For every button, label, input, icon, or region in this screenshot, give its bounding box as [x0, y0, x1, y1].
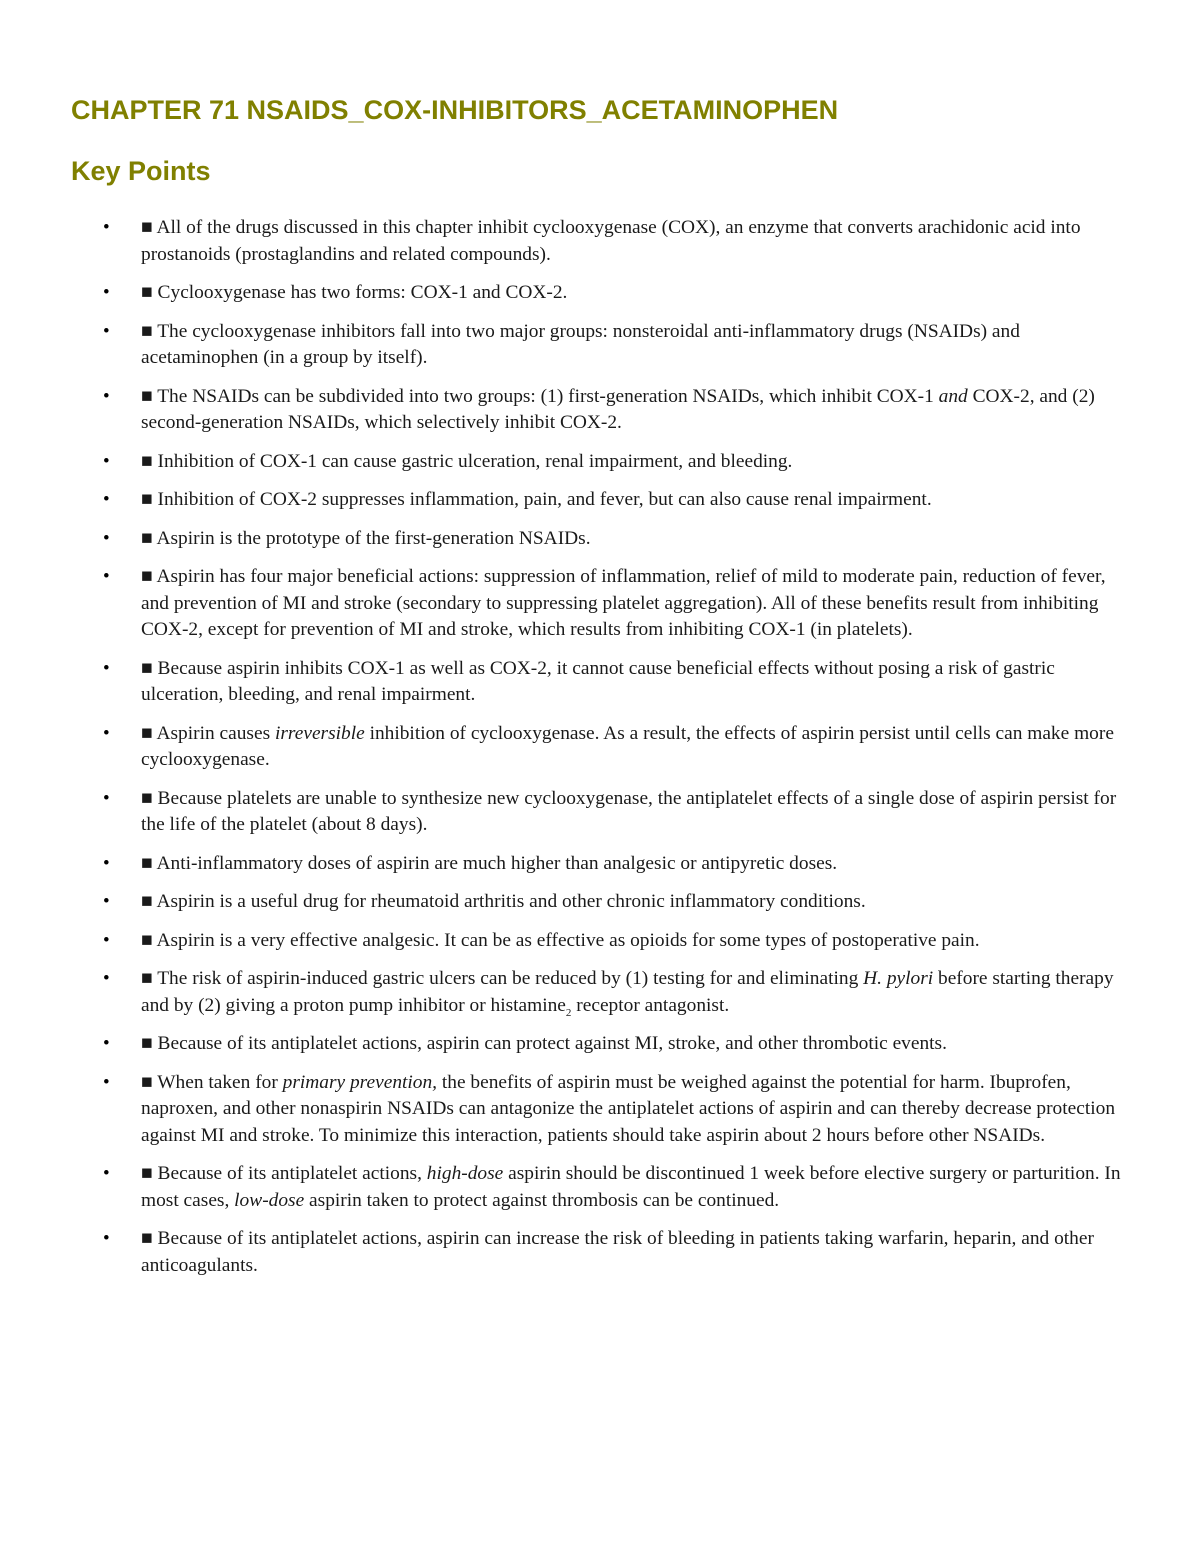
emphasis-text: and: [938, 385, 968, 407]
key-point-text: [141, 566, 1106, 640]
subscript-text: 2: [565, 1006, 572, 1019]
key-point-item: [0, 487, 1200, 514]
key-point-item: [0, 1226, 1200, 1279]
text-segment: ■ All of the drugs discussed in this chapter inhibit cyclooxygenase (COX), an enzyme that converts arachidonic acid into prostanoids (prostaglandins and related compounds).: [141, 217, 1081, 265]
bullet-icon: •: [103, 852, 110, 874]
bullet-icon: •: [103, 891, 110, 912]
key-points-list: [0, 215, 1200, 1291]
emphasis-text: high-dose: [426, 1163, 504, 1184]
text-segment: ■ Inhibition of COX-1 can cause gastric ulceration, renal impairment, and bleeding.: [141, 450, 793, 472]
bullet-icon: •: [103, 385, 110, 407]
emphasis-text: primary prevention,: [282, 1071, 438, 1093]
text-segment: ■ When taken for: [141, 1071, 283, 1093]
bullet-icon: •: [103, 282, 110, 303]
text-segment: ■ Cyclooxygenase has two forms: COX-1 and COX-2.: [141, 282, 568, 303]
key-point-text: [141, 1228, 1094, 1276]
key-point-item: [0, 966, 1200, 1019]
text-segment: ■ Aspirin is the prototype of the first-generation NSAIDs.: [141, 527, 591, 549]
text-segment: ■ The cyclooxygenase inhibitors fall into two major groups: nonsteroidal anti-inflammatory drugs (NSAIDs) and acetaminophen (in a group by itself).: [141, 320, 1020, 368]
key-point-item: [0, 280, 1200, 307]
bullet-icon: •: [103, 1163, 110, 1184]
emphasis-text: irreversible: [274, 722, 365, 744]
key-point-text: [141, 451, 792, 472]
text-segment: ■ Because platelets are unable to synthesize new cyclooxygenase, the antiplatelet effects of a single dose of aspirin persist for the life of the platelet (about 8 days).: [141, 787, 1117, 835]
key-point-text: [141, 658, 1055, 706]
bullet-icon: •: [103, 527, 110, 549]
emphasis-text: low-dose: [234, 1189, 305, 1211]
key-point-text: [141, 1163, 1121, 1211]
key-point-item: [0, 564, 1200, 644]
bullet-icon: •: [103, 787, 110, 809]
key-point-item: [0, 656, 1200, 709]
key-point-text: [141, 930, 980, 951]
bullet-icon: •: [103, 929, 110, 951]
key-point-text: [141, 891, 866, 912]
key-point-text: [141, 282, 567, 303]
key-point-item: [0, 786, 1200, 839]
bullet-icon: •: [103, 722, 110, 744]
bullet-icon: •: [103, 1228, 110, 1249]
text-segment: ■ The NSAIDs can be subdivided into two groups: (1) first-generation NSAIDs, which inhibit COX-1: [141, 385, 939, 407]
key-point-item: [0, 928, 1200, 955]
key-point-text: [141, 788, 1116, 836]
key-point-item: [0, 1070, 1200, 1150]
chapter-title: CHAPTER 71 NSAIDS_COX-INHIBITORS_ACETAMINOPHEN: [71, 95, 839, 125]
key-point-item: [0, 215, 1200, 268]
bullet-icon: •: [103, 217, 110, 238]
text-segment: ■ Because of its antiplatelet actions, aspirin can increase the risk of bleeding in patients taking warfarin, heparin, and other anticoagulants.: [141, 1228, 1094, 1276]
text-segment: ■ Aspirin has four major beneficial actions: suppression of inflammation, relief of mild to moderate pain, reduction of fever, and prevention of MI and stroke (secondary to suppressing platelet aggregation). All of these benefits result from inhibiting COX-2, except for prevention of MI and stroke, which results from inhibiting COX-1 (in platelets).: [141, 566, 1106, 640]
key-point-text: [141, 1033, 947, 1054]
text-segment: ■ Because of its antiplatelet actions, aspirin can protect against MI, stroke, and other thrombotic events.: [141, 1033, 947, 1054]
text-segment: aspirin taken to protect against thrombosis can be continued.: [304, 1189, 780, 1211]
key-point-text: [141, 968, 1114, 1019]
text-segment: ■ The risk of aspirin-induced gastric ulcers can be reduced by (1) testing for and eliminating: [141, 968, 864, 989]
key-point-text: [141, 723, 1114, 771]
bullet-icon: •: [103, 489, 110, 510]
emphasis-text: H. pylori: [863, 968, 934, 989]
key-point-item: [0, 449, 1200, 476]
text-segment: ■ Anti-inflammatory doses of aspirin are much higher than analgesic or antipyretic doses.: [141, 852, 838, 874]
key-point-text: [141, 1072, 1115, 1146]
key-point-item: [0, 319, 1200, 372]
key-point-text: [141, 489, 932, 510]
key-point-item: [0, 889, 1200, 916]
key-point-text: [141, 217, 1081, 265]
text-segment: before starting therapy and by (2) giving a proton pump inhibitor or histamine: [141, 968, 1114, 1016]
text-segment: ■ Because aspirin inhibits COX-1 as well as COX-2, it cannot cause beneficial effects without posing a risk of gastric ulceration, bleeding, and renal impairment.: [141, 657, 1055, 705]
bullet-icon: •: [103, 1071, 110, 1093]
key-point-item: [0, 851, 1200, 878]
key-point-text: [141, 528, 591, 549]
key-point-item: [0, 526, 1200, 553]
text-segment: ■ Aspirin causes: [141, 722, 275, 744]
text-segment: ■ Inhibition of COX-2 suppresses inflammation, pain, and fever, but can also cause renal impairment.: [141, 489, 932, 510]
text-segment: ■ Aspirin is a useful drug for rheumatoid arthritis and other chronic inflammatory conditions.: [141, 891, 866, 912]
text-segment: COX-2, and (2) second-generation NSAIDs, which selectively inhibit COX-2.: [141, 385, 1095, 433]
bullet-icon: •: [103, 1033, 110, 1054]
bullet-icon: •: [103, 320, 110, 342]
text-segment: ■ Aspirin is a very effective analgesic. It can be as effective as opioids for some types of postoperative pain.: [141, 929, 980, 951]
key-point-text: [141, 321, 1020, 369]
key-point-item: [0, 721, 1200, 774]
bullet-icon: •: [103, 968, 110, 989]
section-heading: Key Points: [71, 156, 211, 186]
bullet-icon: •: [103, 657, 110, 679]
key-point-text: [141, 386, 1095, 434]
text-segment: ■ Because of its antiplatelet actions,: [141, 1163, 427, 1184]
text-segment: receptor antagonist.: [571, 994, 730, 1016]
key-point-text: [141, 853, 837, 874]
text-segment: the benefits of aspirin must be weighed against the potential for harm. Ibuprofen, naproxen, and other nonaspirin NSAIDs can antagonize the antiplatelet actions of aspirin and can thereby decrease protection against MI and stroke. To minimize this interaction, patients should take aspirin about 2 hours before other NSAIDs.: [141, 1071, 1116, 1146]
text-segment: inhibition of cyclooxygenase. As a result, the effects of aspirin persist until cells can make more cyclooxygenase.: [141, 722, 1114, 770]
bullet-icon: •: [103, 566, 110, 587]
key-point-item: [0, 384, 1200, 437]
bullet-icon: •: [103, 450, 110, 472]
text-segment: aspirin should be discontinued 1 week before elective surgery or parturition. In most cases,: [141, 1163, 1121, 1211]
key-point-item: [0, 1161, 1200, 1214]
key-point-item: [0, 1031, 1200, 1058]
